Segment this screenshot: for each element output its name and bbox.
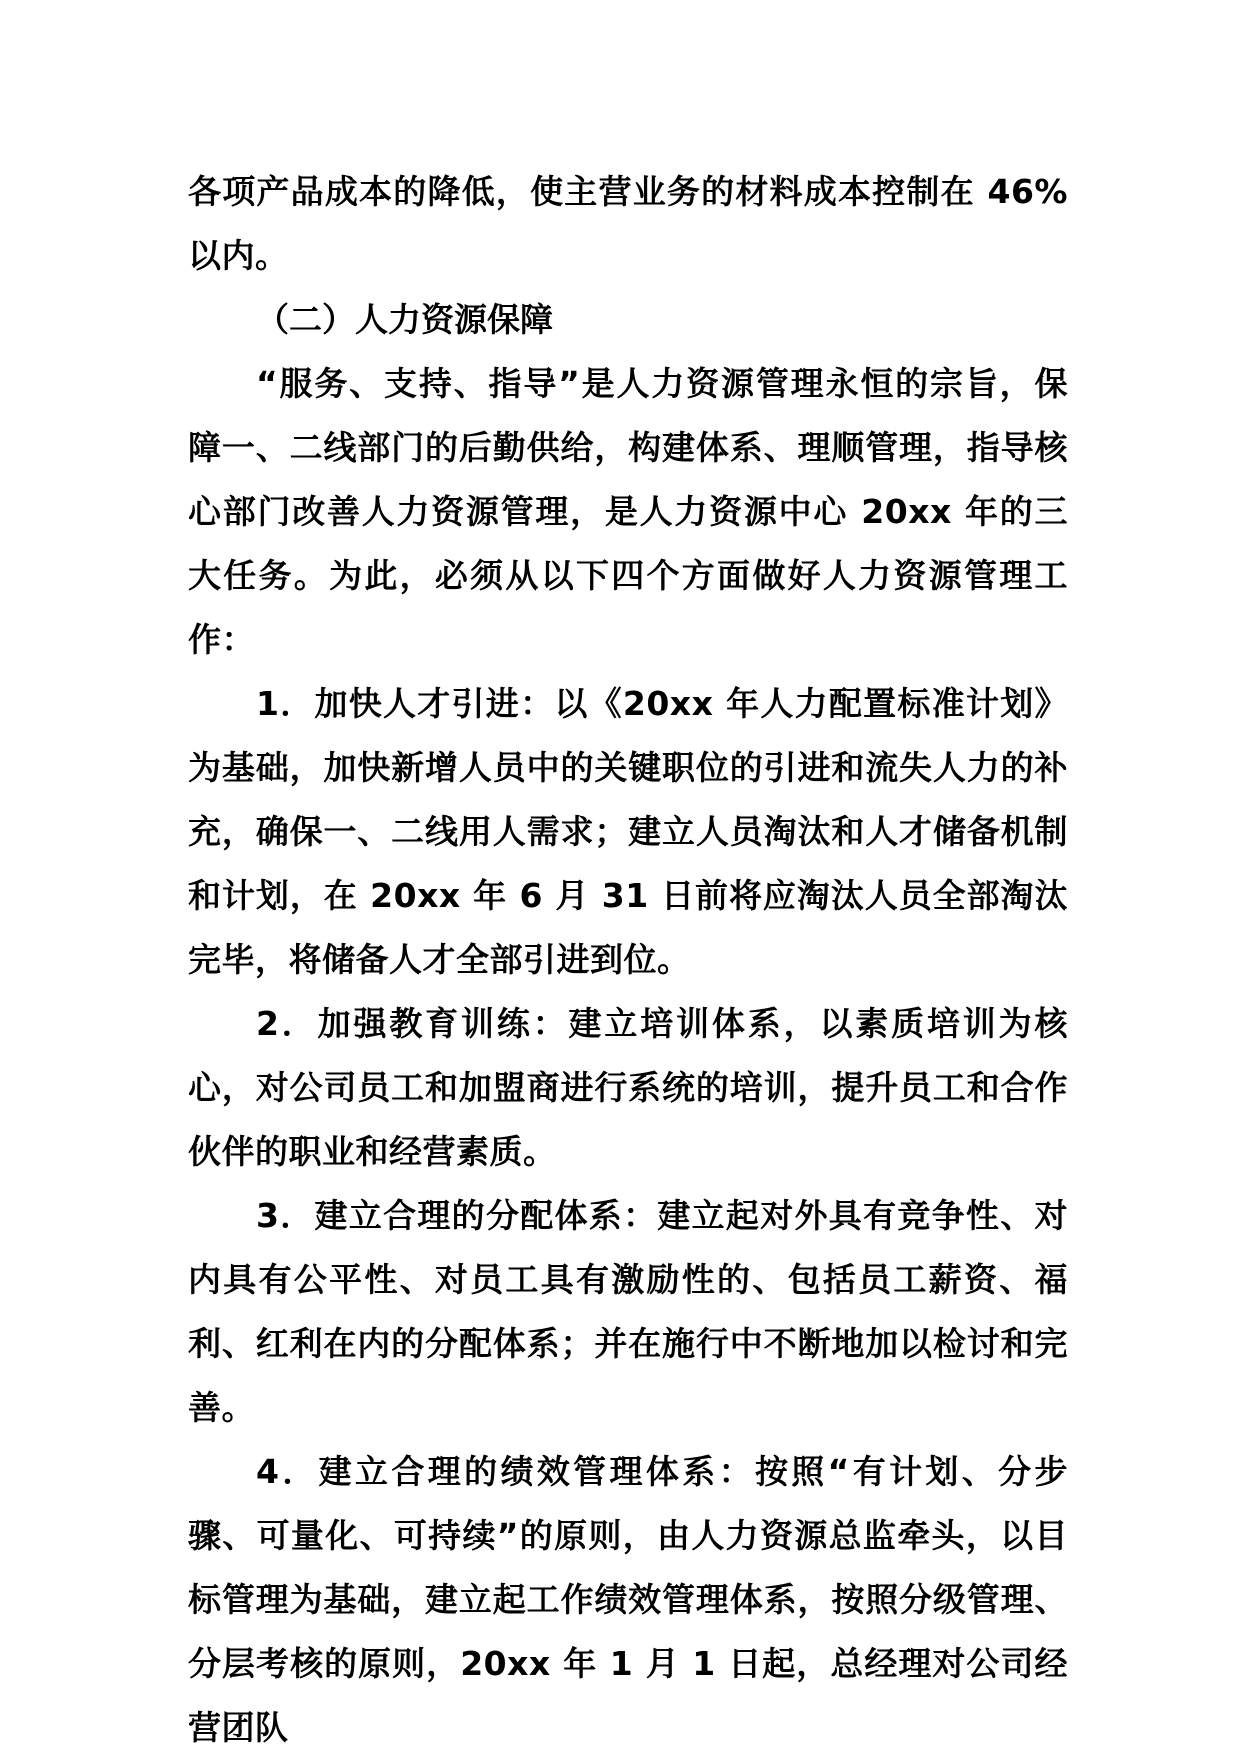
document-body [188, 160, 1068, 1760]
paragraph-hr-mission: “服务、支持、指导”是人力资源管理永恒的宗旨，保障一、二线部门的后勤供给，构建体系、理顺管理，指导核心部门改善人力资源管理，是人力资源中心 20xx 年的三大任务。为此，必须从以下四个方面做好人力资源管理工作： [188, 364, 1068, 659]
paragraph-item-4: 4．建立合理的绩效管理体系：按照“有计划、分步骤、可量化、可持续”的原则，由人力资源总监牵头，以目标管理为基础，建立起工作绩效管理体系，按照分级管理、分层考核的原则，20xx 年 1 月 1 日起，总经理对公司经营团队 [188, 1452, 1068, 1747]
paragraph-item-3: 3．建立合理的分配体系：建立起对外具有竞争性、对内具有公平性、对员工具有激励性的、包括员工薪资、福利、红利在内的分配体系；并在施行中不断地加以检讨和完善。 [188, 1196, 1068, 1427]
paragraph-item-2: 2．加强教育训练：建立培训体系，以素质培训为核心，对公司员工和加盟商进行系统的培训，提升员工和合作伙伴的职业和经营素质。 [188, 1004, 1068, 1171]
section-heading-hr: （二）人力资源保障 [256, 300, 553, 339]
paragraph-cost-control: 各项产品成本的降低，使主营业务的材料成本控制在 46%以内。 [188, 172, 1068, 275]
paragraph-item-1: 1．加快人才引进：以《20xx 年人力配置标准计划》为基础，加快新增人员中的关键职位的引进和流失人力的补充，确保一、二线用人需求；建立人员淘汰和人才储备机制和计划，在 20xx 年 6 月 31 日前将应淘汰人员全部淘汰完毕，将储备人才全部引进到位。 [188, 684, 1068, 979]
